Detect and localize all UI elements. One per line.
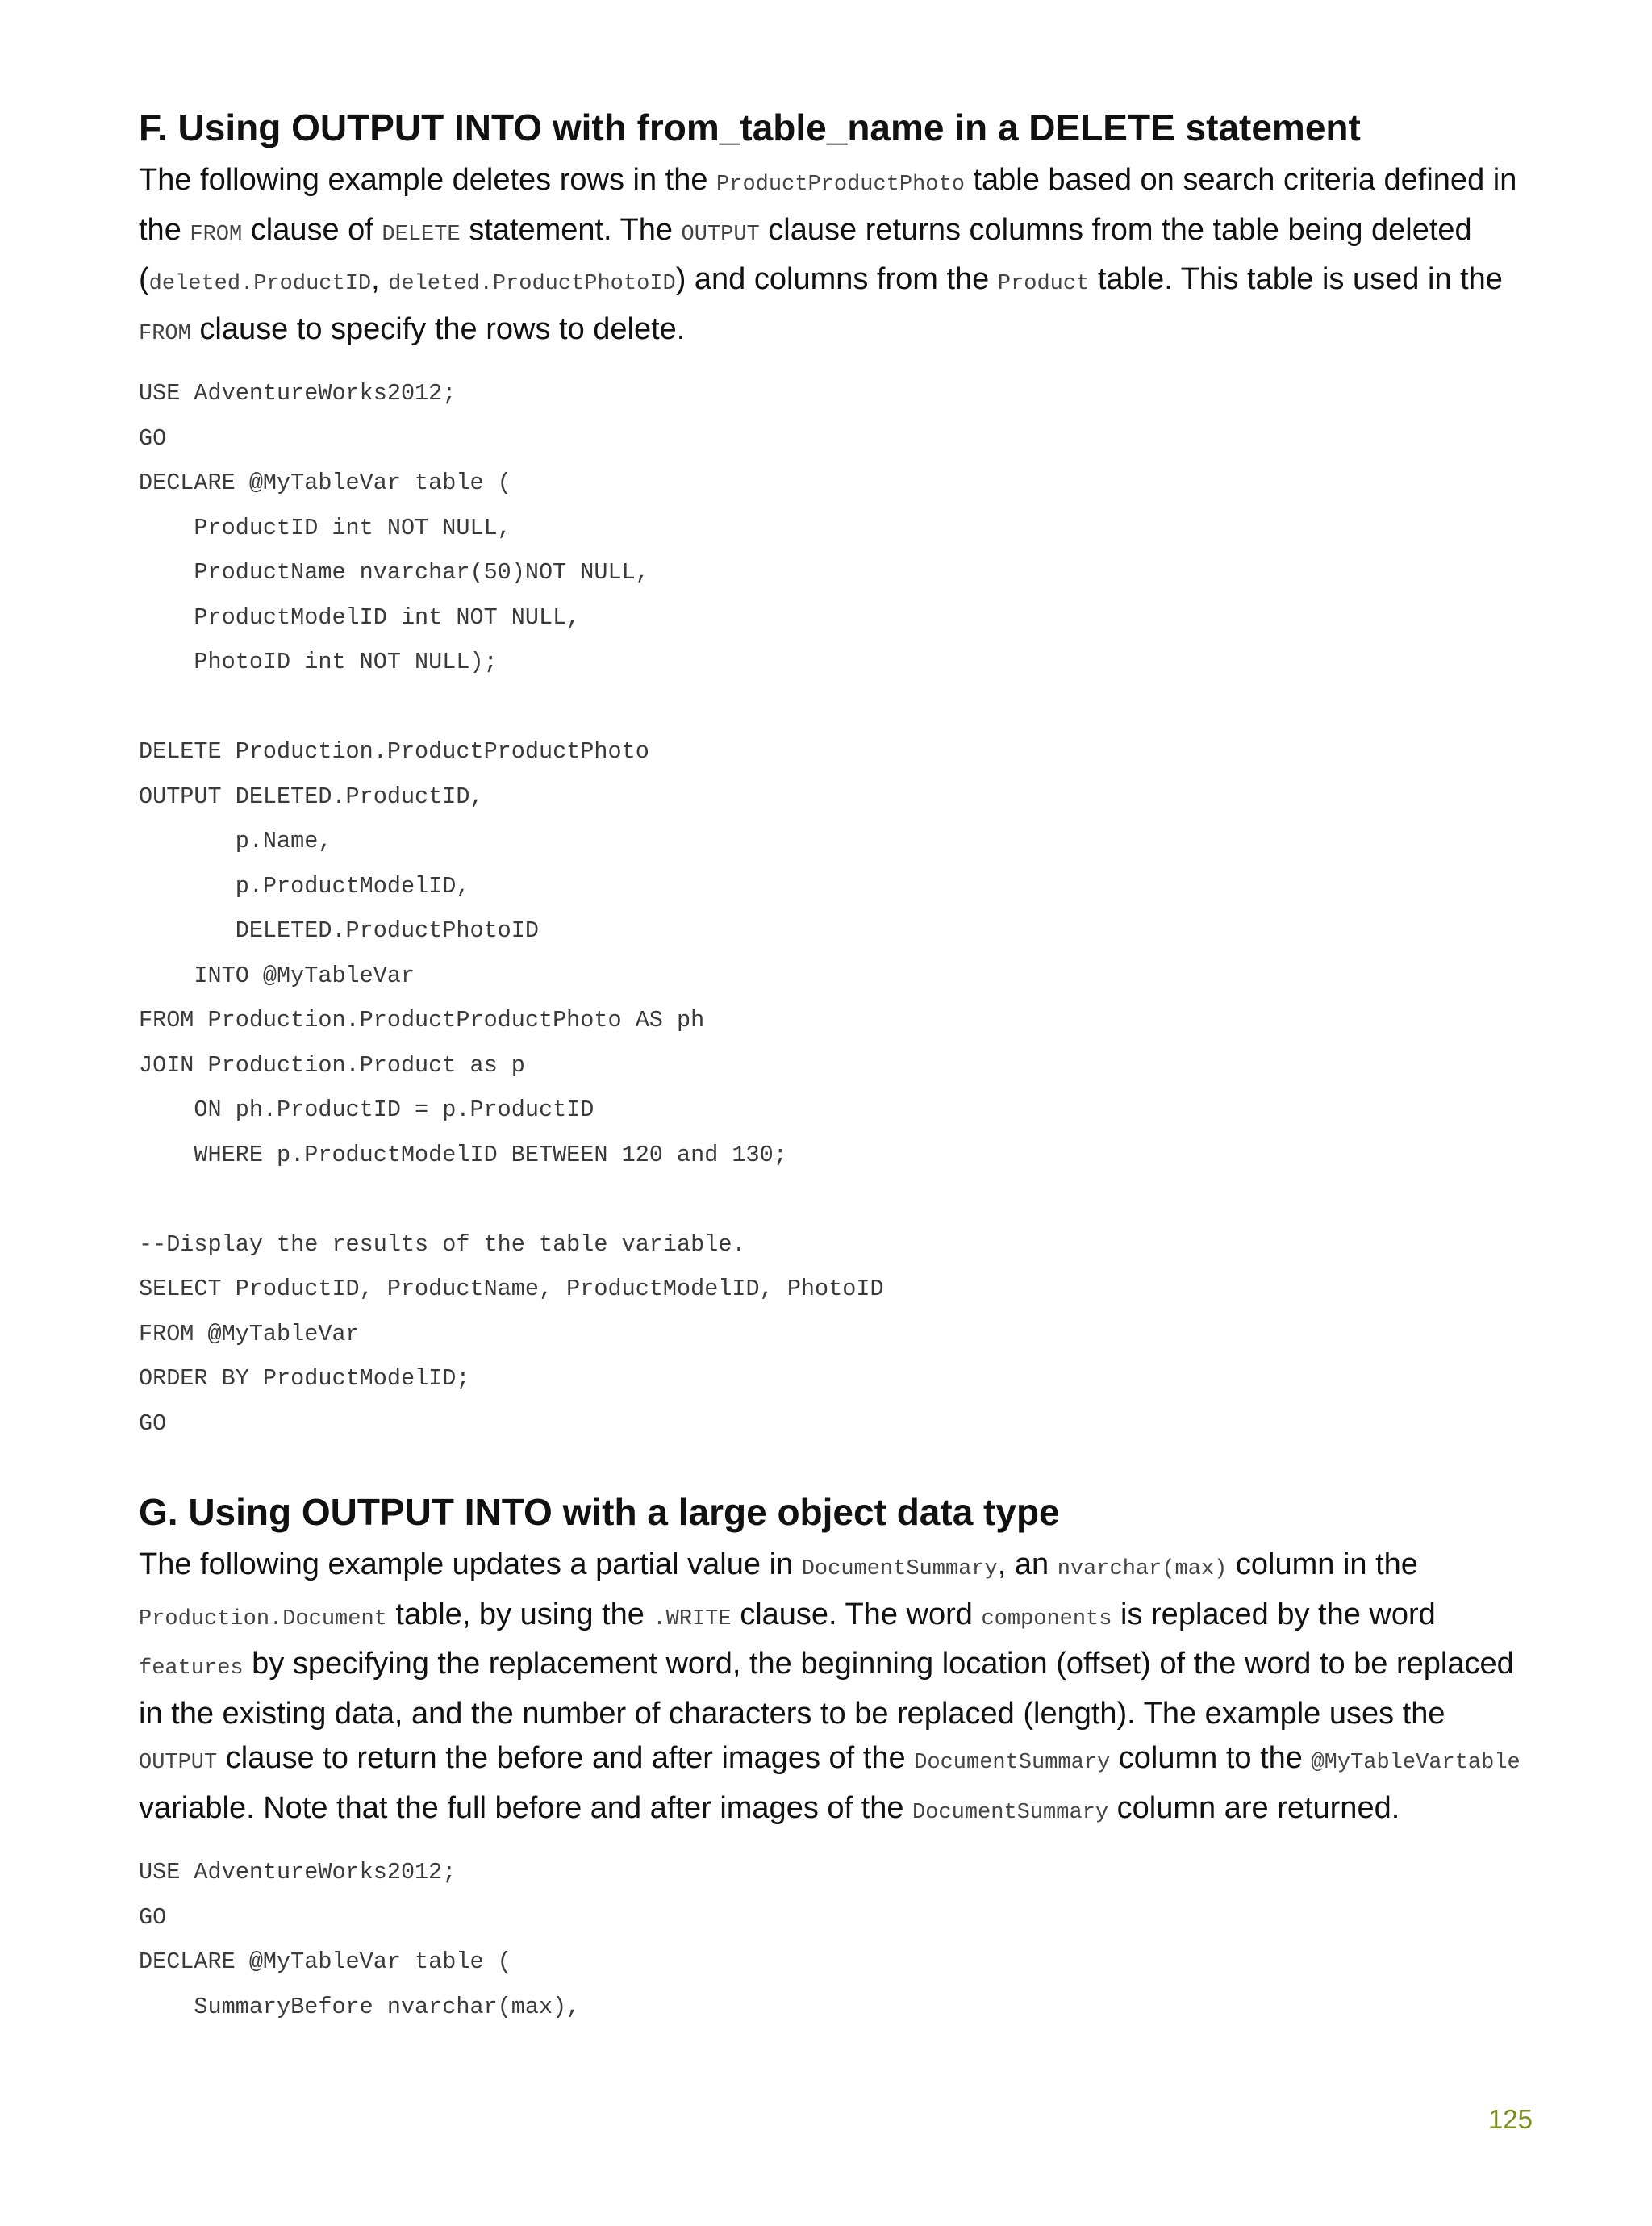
paragraph-text: clause of: [242, 212, 382, 247]
section-f-heading: F. Using OUTPUT INTO with from_table_name in a DELETE statement: [139, 106, 1361, 148]
section-f-paragraph: [139, 158, 1526, 357]
inline-code: OUTPUT: [139, 1751, 218, 1775]
paragraph-text: clause returns columns from the table being deleted (: [139, 212, 1472, 296]
paragraph-text: column in the: [1227, 1547, 1418, 1581]
document-page: [139, 105, 1526, 2029]
inline-code: FROM: [139, 321, 191, 346]
code-line: DELETE Production.ProductProductPhoto: [139, 738, 649, 765]
code-line: ON ph.ProductID = p.ProductID: [139, 1096, 594, 1123]
inline-code: DELETE: [382, 222, 461, 247]
paragraph-text: by specifying the replacement word, the beginning location (offset) of the word to be replaced in the existing data, and the number of characters to be replaced (length). The example uses the: [139, 1647, 1514, 1731]
paragraph-text: table based on search criteria defined in the: [139, 163, 1517, 247]
code-line: PhotoID int NOT NULL);: [139, 649, 498, 675]
paragraph-text: table, by using the: [386, 1597, 653, 1631]
paragraph-text: clause to return the before and after images of the: [217, 1741, 915, 1775]
inline-code: deleted.ProductID: [148, 272, 372, 296]
paragraph-text: column to the: [1110, 1741, 1312, 1775]
page-number: 125: [1487, 2104, 1533, 2134]
inline-code: Production.Document: [139, 1606, 387, 1631]
paragraph-text: table. This table is used in the: [1089, 262, 1503, 296]
section-f: [139, 105, 1526, 1446]
inline-code: .WRITE: [653, 1606, 732, 1631]
code-line: USE AdventureWorks2012;: [139, 380, 457, 407]
section-g-heading: G. Using OUTPUT INTO with a large object data type: [139, 1491, 1060, 1533]
code-line: SummaryBefore nvarchar(max),: [139, 1993, 581, 2020]
section-g-paragraph: [139, 1543, 1526, 1836]
code-line: [139, 1177, 1526, 1222]
code-line: FROM Production.ProductProductPhoto AS ph: [139, 1007, 705, 1034]
inline-code: FROM: [190, 222, 243, 247]
code-line: INTO @MyTableVar: [139, 962, 415, 989]
section-g-code-block: [139, 1850, 1526, 2029]
code-line: --Display the results of the table variable.: [139, 1230, 746, 1258]
code-line: FROM @MyTableVar: [139, 1320, 360, 1347]
code-line: OUTPUT DELETED.ProductID,: [139, 783, 484, 810]
inline-code: OUTPUT: [681, 222, 760, 247]
paragraph-text: The following example deletes rows in the: [139, 163, 717, 197]
code-line: ProductName nvarchar(50)NOT NULL,: [139, 559, 649, 586]
code-line: p.Name,: [139, 828, 332, 854]
code-line: GO: [139, 424, 167, 452]
paragraph-text: ) and columns from the: [675, 262, 998, 296]
inline-code: features: [139, 1656, 244, 1681]
paragraph-text: The following example updates a partial value in: [139, 1547, 802, 1581]
code-line: SELECT ProductID, ProductName, ProductModelID, PhotoID: [139, 1276, 884, 1302]
paragraph-text: statement. The: [460, 212, 682, 247]
section-g: [139, 1489, 1526, 2029]
code-line: GO: [139, 1903, 167, 1931]
inline-code: DocumentSummary: [914, 1751, 1111, 1775]
code-line: DECLARE @MyTableVar table (: [139, 1948, 511, 1975]
code-line: ORDER BY ProductModelID;: [139, 1365, 470, 1392]
inline-code: @MyTableVartable: [1311, 1751, 1521, 1775]
paragraph-text: clause. The word: [731, 1597, 982, 1631]
paragraph-text: column are returned.: [1108, 1790, 1400, 1825]
code-line: [139, 685, 1526, 730]
code-line: JOIN Production.Product as p: [139, 1051, 525, 1079]
paragraph-text: is replaced by the word: [1112, 1597, 1436, 1631]
paragraph-text: , an: [997, 1547, 1058, 1581]
code-line: WHERE p.ProductModelID BETWEEN 120 and 130;: [139, 1141, 787, 1168]
inline-code: DocumentSummary: [912, 1800, 1109, 1825]
inline-code: Product: [997, 272, 1090, 296]
code-line: DECLARE @MyTableVar table (: [139, 470, 511, 496]
code-line: DELETED.ProductPhotoID: [139, 917, 539, 944]
inline-code: components: [981, 1606, 1112, 1631]
code-line: GO: [139, 1410, 167, 1437]
inline-code: DocumentSummary: [801, 1557, 998, 1581]
code-line: USE AdventureWorks2012;: [139, 1859, 457, 1886]
section-f-code-block: [139, 371, 1526, 1446]
inline-code: ProductProductPhoto: [716, 173, 965, 197]
inline-code: nvarchar(max): [1057, 1557, 1228, 1581]
code-line: p.ProductModelID,: [139, 872, 470, 900]
paragraph-text: ,: [371, 262, 389, 296]
paragraph-text: clause to specify the rows to delete.: [190, 311, 686, 346]
inline-code: deleted.ProductPhotoID: [388, 272, 676, 296]
paragraph-text: variable. Note that the full before and after images of the: [139, 1790, 913, 1825]
code-line: ProductModelID int NOT NULL,: [139, 603, 581, 631]
code-line: ProductID int NOT NULL,: [139, 514, 511, 541]
